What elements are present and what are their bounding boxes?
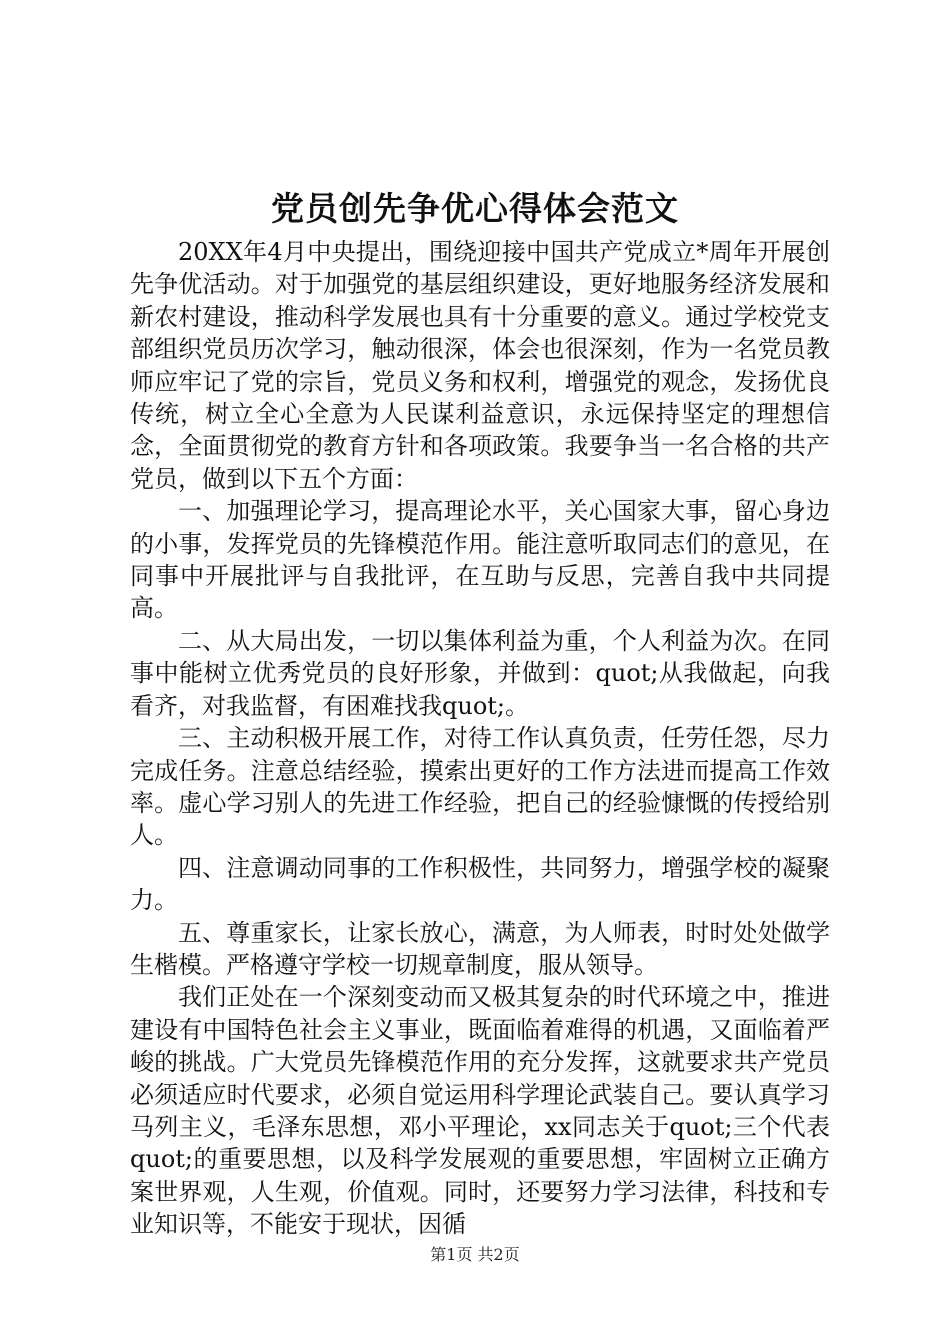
document-body xyxy=(130,236,830,1241)
paragraph-intro: 20XX年4月中央提出，围绕迎接中国共产党成立*周年开展创先争优活动。对于加强党的基层组织建设，更好地服务经济发展和新农村建设，推动科学发展也具有十分重要的意义。通过学校党支部组织党员历次学习，触动很深，体会也很深刻，作为一名党员教师应牢记了党的宗旨，党员义务和权利，增强党的观念，发扬优良传统，树立全心全意为人民谋利益意识，永远保持坚定的理想信念，全面贯彻党的教育方针和各项政策。我要争当一名合格的共产党员，做到以下五个方面： xyxy=(130,238,830,493)
page-footer: 第1页 共2页 xyxy=(430,1245,520,1264)
paragraph-point-3: 三、主动积极开展工作，对待工作认真负责，任劳任怨，尽力完成任务。注意总结经验，摸索出更好的工作方法进而提高工作效率。虚心学习别人的先进工作经验，把自己的经验慷慨的传授给别人。 xyxy=(130,724,830,850)
paragraph-point-4: 四、注意调动同事的工作积极性，共同努力，增强学校的凝聚力。 xyxy=(130,853,830,915)
paragraph-point-1: 一、加强理论学习，提高理论水平，关心国家大事，留心身边的小事，发挥党员的先锋模范作用。能注意听取同志们的意见，在同事中开展批评与自我批评，在互助与反思，完善自我中共同提高。 xyxy=(130,497,830,623)
paragraph-conclusion: 我们正处在一个深刻变动而又极其复杂的时代环境之中，推进建设有中国特色社会主义事业，既面临着难得的机遇，又面临着严峻的挑战。广大党员先锋模范作用的充分发挥，这就要求共产党员必须适应时代要求，必须自觉运用科学理论武装自己。要认真学习马列主义，毛泽东思想，邓小平理论，xx同志关于quot;三个代表quot;的重要思想，以及科学发展观的重要思想，牢固树立正确方案世界观，人生观，价值观。同时，还要努力学习法律，科技和专业知识等，不能安于现状，因循 xyxy=(130,983,830,1239)
paragraph-point-2: 二、从大局出发，一切以集体利益为重，个人利益为次。在同事中能树立优秀党员的良好形象，并做到：quot;从我做起，向我看齐，对我监督，有困难找我quot;。 xyxy=(130,626,830,720)
paragraph-point-5: 五、尊重家长，让家长放心，满意，为人师表，时时处处做学生楷模。严格遵守学校一切规章制度，服从领导。 xyxy=(130,918,830,979)
document-title: 党员创先争优心得体会范文 xyxy=(271,189,679,228)
